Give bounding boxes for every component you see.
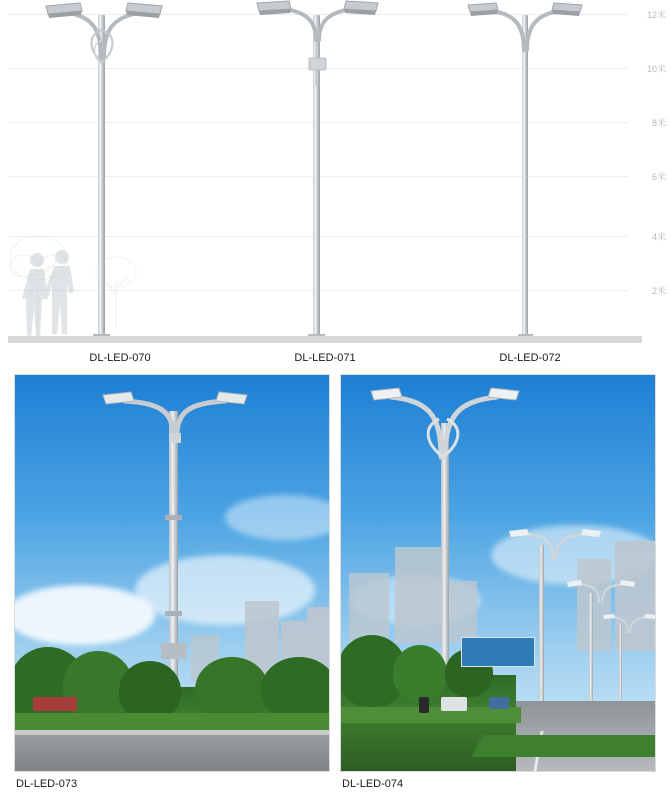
hedge (15, 713, 329, 731)
streetlight-arms-074-main (365, 387, 545, 477)
caption-dl-led-071: DL-LED-071 (294, 352, 356, 364)
pole-dl-led-072 (450, 0, 610, 340)
curb (15, 730, 329, 735)
pole-dl-led-071 (245, 0, 405, 340)
pole-fixture-box (161, 643, 187, 659)
streetlight-arms-074-3 (561, 579, 641, 609)
building (349, 573, 389, 643)
tree (393, 645, 447, 701)
cloud (135, 555, 315, 625)
red-signboard (33, 697, 77, 711)
caption-dl-led-073: DL-LED-073 (16, 778, 78, 790)
caption-dl-led-074: DL-LED-074 (342, 778, 404, 790)
scale-label-6m: 6米 (651, 172, 666, 182)
photo-dl-led-074 (340, 374, 656, 772)
vehicle (489, 697, 509, 709)
vehicle (441, 697, 467, 711)
streetlight-arms-074-2 (501, 527, 611, 567)
drawing-panel (0, 0, 670, 364)
pole-070-arms (40, 0, 200, 120)
pole-071-arms (245, 0, 405, 110)
scale-label-10m: 10米 (646, 64, 666, 74)
scale-label-2m: 2米 (651, 286, 666, 296)
cyclist (419, 697, 429, 713)
scale-label-8m: 8米 (651, 118, 666, 128)
tree (261, 657, 330, 721)
pole-dl-led-070 (40, 0, 200, 340)
ground-line (8, 336, 642, 343)
photo-dl-led-073 (14, 374, 330, 772)
caption-dl-led-072: DL-LED-072 (499, 352, 561, 364)
streetlight-arms-074-4 (599, 613, 656, 637)
pole-joint (165, 611, 182, 616)
road-073 (15, 731, 329, 771)
billboard (461, 637, 535, 667)
scale-label-12m: 12米 (646, 10, 666, 20)
scale-label-4m: 4米 (651, 232, 666, 242)
building (447, 581, 477, 643)
streetlight-arms-073 (85, 389, 265, 449)
building (395, 547, 443, 643)
hedge (341, 707, 521, 723)
pole-072-arms (450, 0, 610, 60)
tree (119, 661, 181, 721)
pole-joint (165, 515, 182, 520)
median-strip (471, 735, 656, 757)
caption-dl-led-070: DL-LED-070 (89, 352, 151, 364)
